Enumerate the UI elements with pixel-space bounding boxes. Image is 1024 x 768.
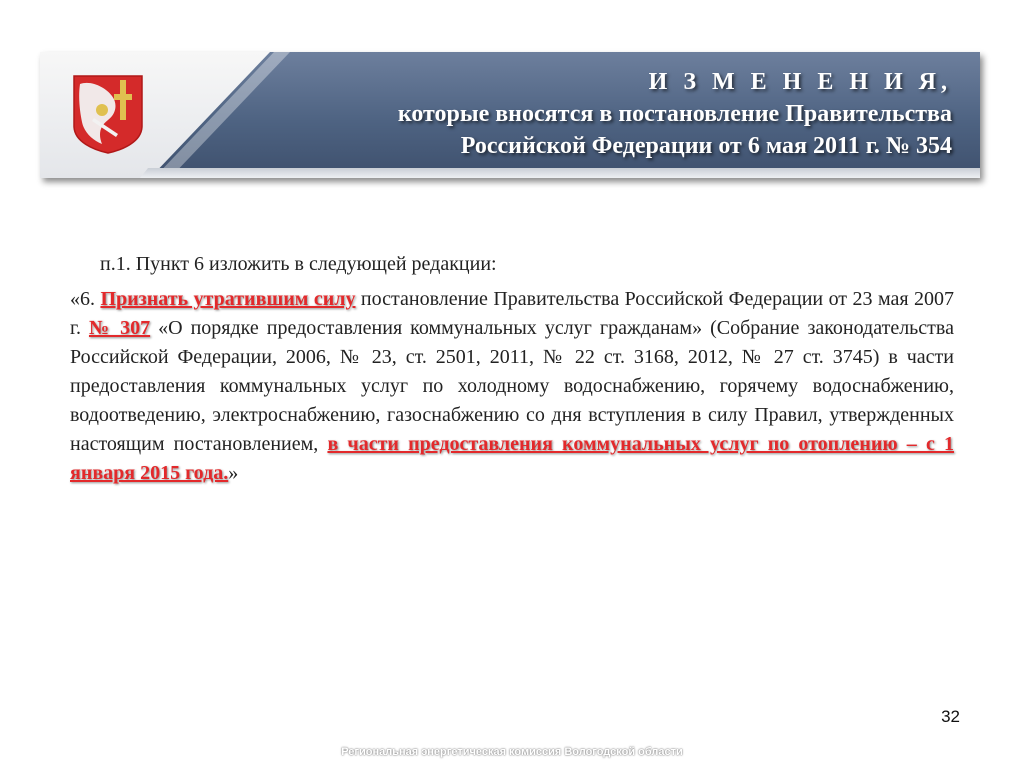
paragraph-intro: п.1. Пункт 6 изложить в следующей редакции:	[100, 253, 497, 275]
title-line-3: Российской Федерации от 6 мая 2011 г. № 354	[460, 133, 952, 159]
text-open: «6.	[70, 288, 101, 310]
slide-title	[398, 66, 952, 162]
header-bottom-strip	[40, 168, 980, 178]
coat-of-arms-icon	[72, 74, 144, 154]
text-close: »	[228, 462, 239, 484]
highlight-heating-date: в части предоставления коммунальных услуг по отоплению – с 1 января 2015 года.	[70, 433, 954, 484]
text-body-1: постановление Правительства Российской Федерации от 23 мая 2007 г.	[70, 288, 954, 339]
title-line-1: И З М Е Н Е Н И Я,	[648, 69, 952, 95]
page-number: 32	[941, 707, 960, 726]
highlight-number: № 307	[88, 317, 151, 339]
title-line-2: которые вносятся в постановление Правительства	[397, 101, 952, 127]
highlight-repeal: Признать утратившим силу	[100, 288, 356, 310]
footer-organization: Региональная энергетическая комиссия Вологодской области	[341, 746, 683, 758]
header-banner	[40, 52, 980, 178]
text-body-2: «О порядке предоставления коммунальных услуг гражданам» (Собрание законодательства Российской Федерации, 2006, № 23, ст. 2501, 2011, № 22 ст. 3168, 2012, № 27 ст. 3745) в части предоставления коммунальных услуг по холодному водоснабжению, горячему водоснабжению, водоотведению, электроснабжению, газоснабжению со дня вступления в силу Правил, утвержденных настоящим постановлением,	[70, 317, 954, 455]
paragraph-main	[70, 285, 954, 488]
slide-content	[70, 250, 954, 488]
